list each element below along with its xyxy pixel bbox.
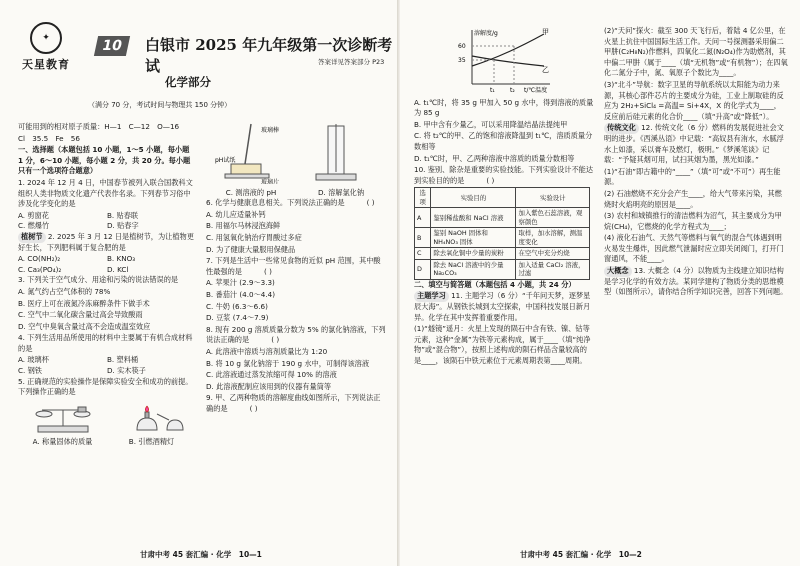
option[interactable]: B. 塑料桶 [107, 355, 139, 365]
option[interactable]: B. 番茄汁 (4.0～4.4) [206, 289, 276, 299]
answer-reference: 答案详见答案部分 P23 [318, 58, 385, 66]
brand-logo-icon: ✦ [30, 22, 62, 54]
experiment-table [414, 187, 590, 280]
option[interactable]: A. 玻璃杯 [18, 355, 49, 365]
question-8 [206, 325, 386, 346]
sub-question: (2) 石油燃烧不充分会产生____，给大气带来污染，其燃烧时火焰明亮的原因是____。 [604, 188, 782, 209]
question-tag: 大概念 [604, 266, 632, 277]
question-text: 12. 传统文化（6 分）燃料的发展促进社会文明的进步。《西溪丛语》中记载：“高奴县有洧水，水腻浮水上如漆，采以膏车及燃灯，极明。”《梦溪笔谈》记载：“予疑其烟可用，试扫其烟为墨，黑光如漆。” [604, 123, 784, 165]
x-tick-label: t₂ [510, 87, 515, 94]
figure-caption: B. 引燃酒精灯 [128, 437, 175, 447]
question-text: 6. 化学与健康息息相关。下列说法正确的是 [206, 198, 345, 208]
table-cell: 在空气中充分灼烧 [516, 248, 590, 260]
option[interactable]: D. t₁℃时，甲、乙两种溶液中溶质的质量分数相等 [414, 153, 575, 163]
question-text: 10. 鉴别、除杂是重要的实验技能。下列实验设计不能达到实验目的的是 [414, 165, 594, 185]
section-heading: 二、填空与简答题（本题包括 4 小题，共 24 分） [414, 279, 576, 289]
question-4: 4. 下列生活用品所使用的材料中主要属于有机合成材料的是 [18, 333, 193, 353]
solubility-graph [414, 26, 594, 98]
table-row [415, 259, 590, 279]
table-cell: 取样，加水溶解，测温度变化 [516, 228, 590, 248]
table-cell: D [415, 259, 431, 279]
figure-b [107, 400, 196, 448]
x-axis-label: t/℃温度 [524, 87, 548, 94]
question-13 [604, 266, 788, 298]
option[interactable]: A. CO(NH₂)₂ [18, 254, 61, 264]
question-3: 3. 下列关于空气成分、用途和污染的说法错误的是 [18, 275, 179, 285]
options [18, 265, 196, 276]
option[interactable]: C. 将 t₂℃的甲、乙的饱和溶液降温到 t₁℃，溶质质量分数相等 [414, 131, 593, 151]
question-text: 7. 下列是生活中一些常见食物的近似 pH 范围，其中酸性最强的是 [206, 256, 381, 276]
left-column-1 [18, 122, 196, 448]
answer-blank[interactable]: ( ) [271, 335, 280, 345]
table-cell: A [415, 208, 431, 228]
table-cell: B [415, 228, 431, 248]
table-cell: C [415, 248, 431, 260]
question-tag: 植树节 [18, 232, 46, 243]
page-footer: 甘肃中考 45 套汇编 · 化学 10—2 [520, 550, 642, 559]
table-cell: 鉴别稀盐酸和 NaCl 溶液 [431, 208, 516, 228]
page-footer: 甘肃中考 45 套汇编 · 化学 10—1 [140, 550, 262, 559]
option[interactable]: A. 此溶液中溶质与溶剂质量比为 1:20 [206, 346, 328, 356]
question-11 [414, 291, 594, 323]
sub-question: (4) 液化石油气、天然气等燃料与氧气的混合气体遇到明火易发生爆炸，因此燃气泄漏时应立即关闭阀门，打开门窗通风，不能____。 [604, 233, 784, 264]
figure-caption: A. 称量固体的质量 [32, 437, 93, 447]
table-row [415, 228, 590, 248]
question-text: 2. 2025 年 3 月 12 日是植树节，为让植物更好生长，下列肥料属于复合肥的是 [18, 231, 194, 252]
figure-caption: D. 溶解氯化钠 [317, 187, 365, 197]
dissolving-diagram [306, 122, 376, 184]
figure-d [296, 122, 386, 198]
sub-question: (2)“天问”探火：截至 300 天飞行后，着陆 4 亿公里，在火星上抗住中国国际生活工作。天问一号探测器采用偏二甲肼(C₂H₈N₂)作燃料，四氧化二氮(N₂O₄)作为助燃剂，其中偏二甲肼（属于____（填“无机物”或“有机物”）；在四氧化二氮分子中，氮、氧原子个数比为____。 [604, 26, 788, 78]
option[interactable]: C. 燃爆竹 [18, 221, 50, 231]
column-header: 实验目的 [431, 188, 516, 208]
option[interactable]: D. 实木筷子 [107, 366, 146, 376]
ph-test-diagram [211, 122, 291, 184]
question-10 [414, 165, 594, 186]
series-label: 甲 [542, 28, 549, 36]
option[interactable]: B. 甲中含有少量乙，可以采用降温结晶法提纯甲 [414, 119, 568, 129]
series-label: 乙 [542, 66, 549, 74]
question-text: 11. 主题学习（6 分）“千年问天梦，逐梦星辰大海”。从钢铁长城到太空探索，中国科技发展日新月异。化学在其中发挥着重要作用。 [414, 291, 591, 322]
option[interactable]: C. 此溶液通过蒸发浓缩可得 10% 的溶液 [206, 370, 337, 380]
column-header: 实验设计 [516, 188, 590, 208]
option[interactable]: C. 牛奶 (6.3～6.6) [206, 301, 268, 311]
x-tick-label: t₁ [490, 87, 495, 94]
y-tick-label: 60 [458, 43, 466, 50]
question-text: 13. 大概念（4 分）以物质为主线建立知识结构是学习化学的有效方法。某同学建构了物质分类的思维模型（如图所示），请你结合所学知识完善，回答下列问题。 [604, 266, 788, 297]
page-title: 白银市 2025 年九年级第一次诊断考试 [145, 36, 393, 75]
sub-question: (1)“燧镜”遥月：火星上发现的陨石中含有铁、镍、钴等元素，这种“金属”为铁等元素构成，属于____（填“纯净物”或“混合物”），按照上述构成的陨石样品含量较高的是____，该陨石中铁元素位于元素周期表第____周期。 [414, 324, 591, 365]
answer-blank[interactable]: ( ) [486, 175, 495, 185]
exam-note: （满分 70 分，考试时间与物理共 150 分钟） [88, 101, 232, 109]
atomic-mass-line: 可能用到的相对原子质量：H—1 C—12 O—16 [18, 122, 180, 131]
left-column-2 [206, 122, 386, 415]
table-row [415, 208, 590, 228]
option[interactable]: D. KCl [107, 264, 129, 274]
option[interactable]: D. 为了健康大量服用保健品 [206, 244, 296, 254]
section-heading: 一、选择题（本题包括 10 小题，1～5 小题，每小题 1 分，6～10 小题，每小题 2 分，共 20 分。每小题只有一个选项符合题意） [18, 145, 191, 176]
figure-label: pH试纸 [215, 157, 236, 164]
option[interactable]: B. 贴春联 [107, 210, 139, 220]
option[interactable]: B. 医疗上可在液氮冷冻麻醉条件下做手术 [18, 298, 150, 308]
figure-label: 玻璃片 [261, 179, 280, 184]
option[interactable]: D. 空气中臭氧含量过高不会造成温室效应 [18, 321, 151, 331]
options [18, 355, 196, 366]
figure-caption: C. 测溶液的 pH [225, 187, 277, 197]
figure-c [206, 122, 296, 198]
options [18, 254, 196, 265]
question-9 [206, 393, 386, 414]
figure-a [18, 400, 107, 448]
option[interactable]: B. KNO₃ [107, 254, 136, 264]
y-tick-label: 35 [458, 57, 466, 64]
option[interactable]: D. 豆浆 (7.4～7.9) [206, 313, 269, 323]
figure-label: 玻璃棒 [261, 127, 280, 134]
subtitle: 化学部分 [165, 75, 211, 89]
option[interactable]: A. 幼儿应适量补钙 [206, 209, 266, 219]
question-text: 9. 甲、乙两种物质的溶解度曲线如图所示，下列说法正确的是 [206, 393, 381, 413]
question-tag: 传统文化 [604, 123, 639, 134]
question-12 [604, 123, 788, 165]
option[interactable]: C. 钢铁 [18, 366, 42, 376]
question-5: 5. 正确规范的实验操作是保障实验安全和成功的前提。下列操作正确的是 [18, 376, 193, 397]
table-cell: 除去 NaCl 溶液中的少量 Na₂CO₃ [431, 259, 516, 279]
options [18, 366, 196, 377]
y-axis-label: 溶解度/g [474, 30, 498, 37]
question-7 [206, 256, 386, 277]
answer-blank[interactable]: ( ) [366, 198, 375, 208]
option[interactable]: C. 空气中二氧化碳含量过高会导致酸雨 [18, 310, 143, 320]
option[interactable]: A. 剪窗花 [18, 210, 49, 220]
options [18, 221, 196, 232]
table-row [415, 248, 590, 260]
figure-row [18, 400, 196, 448]
series-line [472, 56, 544, 66]
table-cell: 加入适量 CaCl₂ 溶液，过滤 [516, 259, 590, 279]
table-cell: 鉴别 NaOH 固体和 NH₄NO₃ 固体 [431, 228, 516, 248]
column-header: 选项 [415, 188, 431, 208]
solubility-curve-chart [454, 26, 554, 94]
option[interactable]: B. 用福尔马林浸泡海鲜 [206, 221, 281, 231]
option[interactable]: C. 用氢氧化钠治疗胃酸过多症 [206, 232, 302, 242]
table-cell: 加入紫色石蕊溶液，观察颜色 [516, 208, 590, 228]
option[interactable]: B. 将 10 g 氯化钠溶于 190 g 水中，可制得该溶液 [206, 358, 370, 368]
sub-question: (1)“石油”即古籍中的“____”（填“可”或“不可”）再生能源。 [604, 166, 781, 187]
right-page [400, 0, 800, 566]
atomic-mass-line: Cl 35.5 Fe 56 [18, 133, 80, 143]
question-6 [206, 198, 386, 209]
right-column-2 [604, 26, 788, 299]
option[interactable]: A. t₁℃时，将 35 g 甲加入 50 g 水中，得到溶液的质量为 85 g [414, 97, 594, 118]
options [18, 211, 196, 222]
option[interactable]: C. Ca₃(PO₄)₂ [18, 264, 62, 274]
question-tag: 主题学习 [414, 291, 449, 302]
paper-number: 10 [94, 36, 130, 56]
question-2 [18, 232, 196, 253]
alcohol-lamp-icon [117, 400, 187, 434]
sub-question: (3)“北斗”导航：数字卫星的导航系统以太阳能为动力来源，其核心部件芯片的主要成分为硅，工业上制取硅的反应为 2H₂+SiCl₄ =高温= Si+4X，X 的化学式为____，反应前后硅元素的化合价____（填“升高”或“降低”）。 [604, 79, 784, 121]
question-1: 1. 2024 年 12 月 4 日，中国春节被列入联合国教科文组织人类非物质文化遗产代表作名录。下列春节习俗中涉及化学变化的是 [18, 177, 193, 209]
brand-name: 天星教育 [22, 58, 70, 71]
option[interactable]: A. 苹果汁 (2.9～3.3) [206, 278, 275, 288]
question-text: 8. 现有 200 g 溶质质量分数为 5% 的氯化钠溶液，下列说法正确的是 [206, 324, 386, 345]
option[interactable]: A. 氮气约占空气体积的 78% [18, 286, 111, 296]
table-cell: 除去氧化铜中少量的炭粉 [431, 248, 516, 260]
right-column-1 [414, 26, 594, 368]
answer-blank[interactable]: ( ) [249, 403, 258, 413]
option[interactable]: D. 贴春字 [107, 221, 139, 231]
figure-row [206, 122, 386, 198]
answer-blank[interactable]: ( ) [264, 266, 272, 276]
brand [16, 22, 76, 72]
balance-scale-icon [28, 400, 98, 434]
table-header-row [415, 188, 590, 208]
sub-question: (3) 农村和城镇推行的清洁燃料为沼气，其主要成分为甲烷(CH₄)，它燃烧的化学方程式为____； [604, 211, 782, 231]
option[interactable]: D. 此溶液配制应该用到的仪器有量筒等 [206, 381, 332, 391]
